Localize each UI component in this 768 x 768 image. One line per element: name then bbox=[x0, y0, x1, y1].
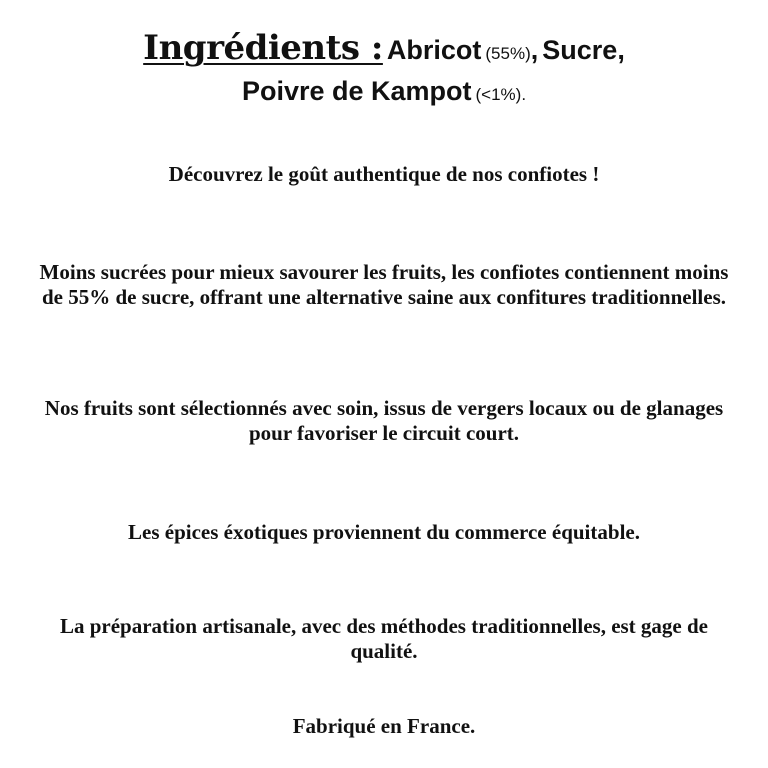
ingredient-end-period: . bbox=[521, 85, 527, 104]
ingredients-line-1 bbox=[0, 28, 768, 74]
ingredient-sucre: Sucre bbox=[542, 35, 618, 65]
ingredients-line-2 bbox=[0, 76, 768, 112]
ingredient-poivre-percent: (<1%) bbox=[475, 85, 522, 104]
ingredient-abricot-percent: (55%) bbox=[485, 44, 531, 63]
ingredient-separator: , bbox=[617, 35, 625, 65]
ingredient-abricot: Abricot bbox=[386, 35, 482, 65]
paragraph-fruits: Nos fruits sont sélectionnés avec soin, issus de vergers locaux ou de glanages pour favoriser le circuit court. bbox=[44, 396, 724, 445]
paragraph-sugar: Moins sucrées pour mieux savourer les fruits, les confiotes contiennent moins de 55% de sucre, offrant une alternative saine aux confitures traditionnelles. bbox=[39, 260, 729, 309]
ingredients-heading: Ingrédients : bbox=[143, 28, 383, 68]
made-in-france: Fabriqué en France. bbox=[292, 714, 476, 738]
paragraph-preparation: La préparation artisanale, avec des méthodes traditionnelles, est gage de qualité. bbox=[59, 614, 709, 663]
paragraph-spices: Les épices éxotiques proviennent du commerce équitable. bbox=[128, 520, 640, 544]
ingredient-poivre: Poivre de Kampot bbox=[241, 76, 472, 106]
ingredient-separator: , bbox=[530, 35, 539, 65]
tagline: Découvrez le goût authentique de nos confiotes ! bbox=[168, 162, 600, 186]
